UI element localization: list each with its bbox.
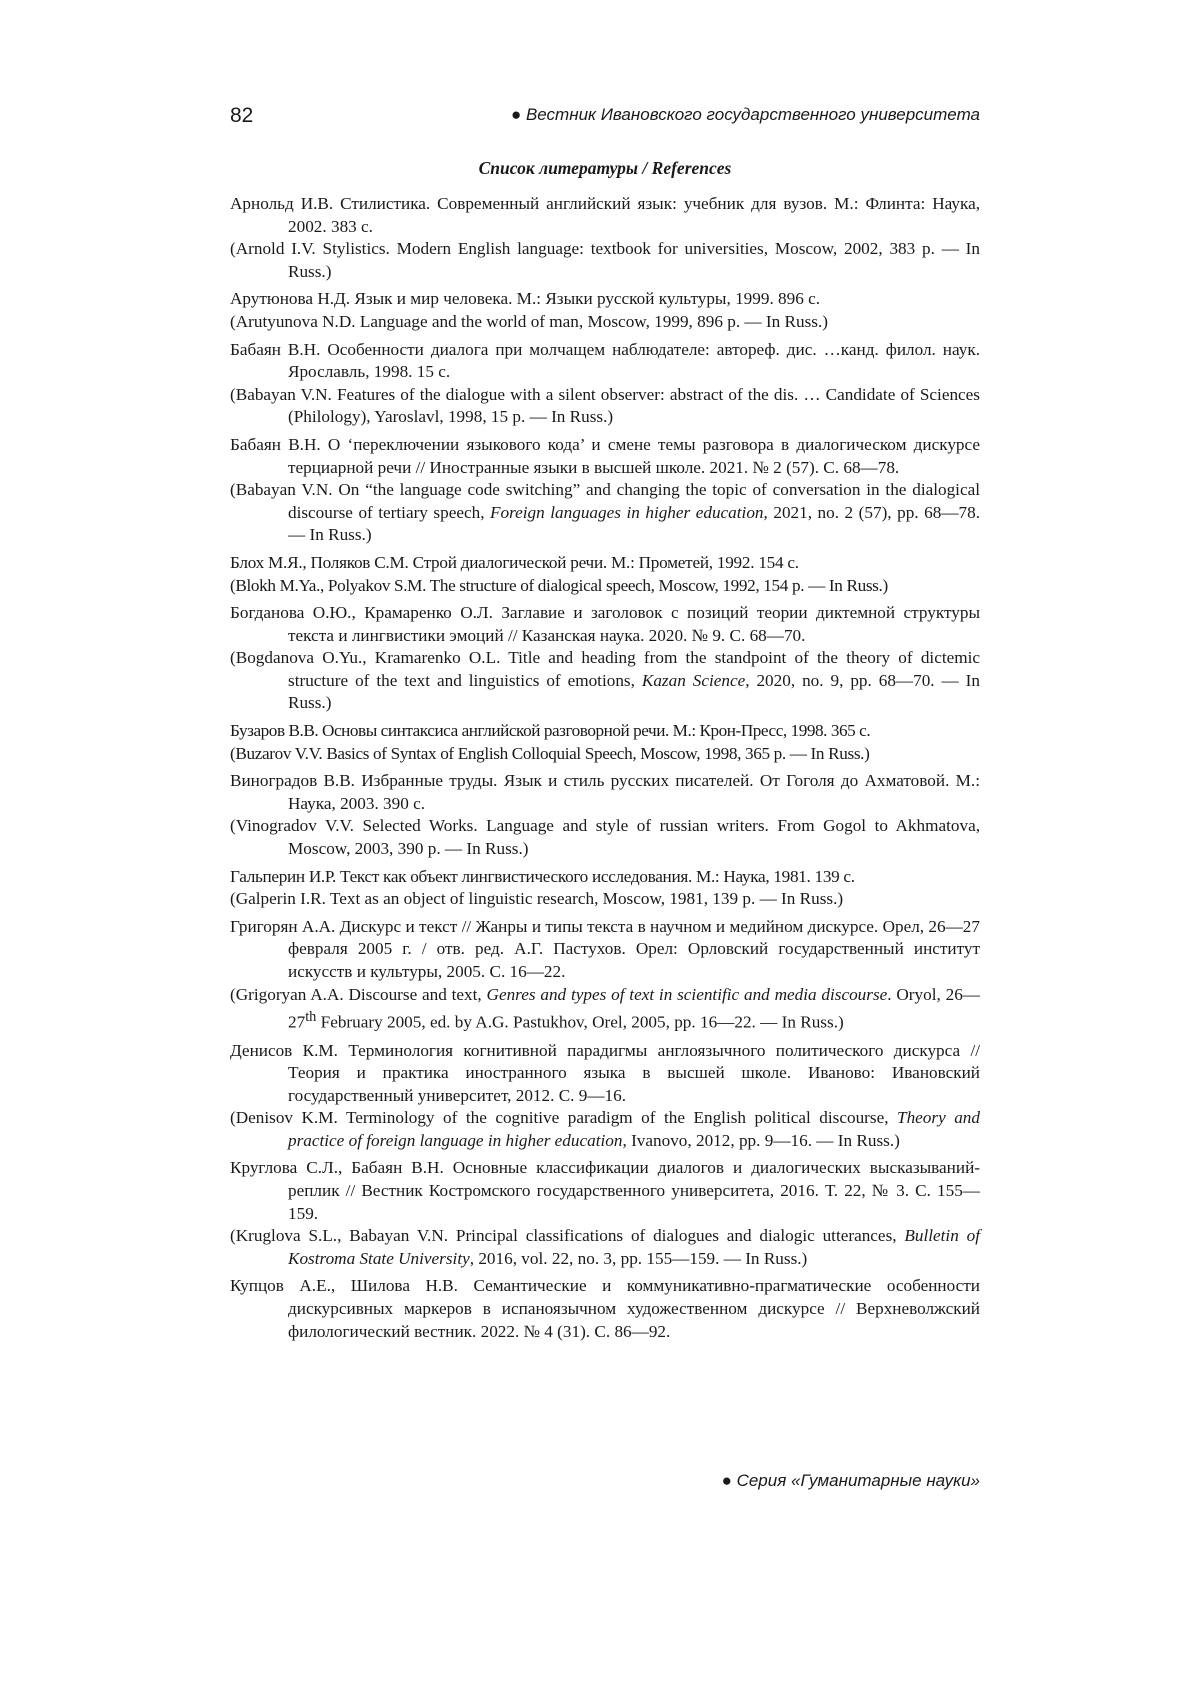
bullet-icon: ●	[511, 105, 521, 124]
reference-ru: Денисов К.М. Терминология когнитивной парадигмы англоязычного политического дискурса // Теория и практика иностранного языка в высшей школе. Иваново: Ивановский государственный университет, 2012. С. 9—16.	[230, 1040, 980, 1108]
reference-en: (Vinogradov V.V. Selected Works. Language and style of russian writers. From Gogol to Akhmatova, Moscow, 2003, 390 p. — In Russ.)	[230, 815, 980, 860]
reference-ru: Бузаров В.В. Основы синтаксиса английской разговорной речи. М.: Крон-Пресс, 1998. 365 с.	[230, 720, 980, 743]
reference-entry	[230, 1157, 980, 1270]
journal-name: Вестник Ивановского государственного университета	[526, 105, 980, 124]
reference-entry	[230, 602, 980, 715]
reference-ru: Круглова С.Л., Бабаян В.Н. Основные классификации диалогов и диалогических высказываний-реплик // Вестник Костромского государственного университета, 2016. Т. 22, № 3. С. 155—159.	[230, 1157, 980, 1225]
reference-entry	[230, 434, 980, 547]
journal-page	[0, 0, 1200, 1697]
reference-en: (Galperin I.R. Text as an object of linguistic research, Moscow, 1981, 139 p. — In Russ.)	[230, 888, 980, 911]
reference-en	[230, 1107, 980, 1152]
reference-entry	[230, 866, 980, 911]
reference-en	[230, 1225, 980, 1270]
ordinal-superscript: th	[305, 1009, 316, 1025]
series-title: Серия «Гуманитарные науки»	[737, 1471, 980, 1490]
reference-en: (Arutyunova N.D. Language and the world of man, Moscow, 1999, 896 p. — In Russ.)	[230, 311, 980, 334]
reference-en	[230, 647, 980, 715]
reference-en-text: . Oryol, 26—27	[288, 985, 980, 1032]
reference-en-text: , 2016, vol. 22, no. 3, pp. 155—159. — In Russ.)	[470, 1249, 808, 1268]
reference-en-text: (Bogdanova O.Yu., Kramarenko O.L. Title and heading from the standpoint of the theory of dictemic structure of the text and linguistics of emotions,	[230, 648, 980, 690]
reference-source-title: Genres and types of text in scientific and media discourse	[487, 985, 888, 1004]
reference-ru: Арутюнова Н.Д. Язык и мир человека. М.: Языки русской культуры, 1999. 896 с.	[230, 288, 980, 311]
reference-source-title: Theory and practice of foreign language in higher education	[288, 1108, 980, 1150]
reference-source-title: Foreign languages in higher education	[490, 503, 764, 522]
reference-en-text: (Grigoryan A.A. Discourse and text,	[230, 985, 487, 1004]
reference-source-title: Kazan Science	[642, 671, 745, 690]
reference-entry	[230, 339, 980, 429]
reference-en	[230, 479, 980, 547]
reference-en-text: , 2021, no. 2 (57), pp. 68—78. — In Russ.)	[288, 503, 980, 545]
reference-entry	[230, 1040, 980, 1153]
running-header	[230, 102, 980, 132]
reference-en: (Babayan V.N. Features of the dialogue with a silent observer: abstract of the dis. … Candidate of Sciences (Philology), Yaroslavl, 1998, 15 p. — In Russ.)	[230, 384, 980, 429]
references-heading: Список литературы / References	[230, 158, 980, 179]
reference-en-text: (Babayan V.N. On “the language code switching” and changing the topic of conversation in the dialogical discourse of tertiary speech,	[230, 480, 980, 522]
reference-en	[230, 984, 980, 1035]
reference-ru: Купцов А.Е., Шилова Н.В. Семантические и коммуникативно-прагматические особенности дискурсивных маркеров в испаноязычном художественном дискурсе // Верхневолжский филологический вестник. 2022. № 4 (31). С. 86—92.	[230, 1275, 980, 1343]
references-list	[230, 193, 980, 1348]
reference-en: (Buzarov V.V. Basics of Syntax of English Colloquial Speech, Moscow, 1998, 365 p. — In Russ.)	[230, 743, 980, 766]
reference-ru: Бабаян В.Н. Особенности диалога при молчащем наблюдателе: автореф. дис. …канд. филол. наук. Ярославль, 1998. 15 с.	[230, 339, 980, 384]
reference-ru: Блох М.Я., Поляков С.М. Строй диалогической речи. М.: Прометей, 1992. 154 с.	[230, 552, 980, 575]
reference-entry	[230, 770, 980, 860]
reference-ru: Гальперин И.Р. Текст как объект лингвистического исследования. М.: Наука, 1981. 139 с.	[230, 866, 980, 889]
reference-source-title: Bulletin of Kostroma State University	[288, 1226, 980, 1268]
reference-entry	[230, 193, 980, 283]
reference-ru: Арнольд И.В. Стилистика. Современный английский язык: учебник для вузов. М.: Флинта: Наука, 2002. 383 с.	[230, 193, 980, 238]
bullet-icon: ●	[722, 1471, 732, 1490]
reference-en-text: , 2020, no. 9, pp. 68—70. — In Russ.)	[288, 671, 980, 713]
reference-entry	[230, 720, 980, 765]
reference-entry	[230, 916, 980, 1035]
reference-en: (Blokh M.Ya., Polyakov S.M. The structure of dialogical speech, Moscow, 1992, 154 p. — In Russ.)	[230, 575, 980, 598]
journal-title	[511, 105, 980, 125]
page-number: 82	[230, 104, 253, 128]
reference-en-text: (Denisov K.M. Terminology of the cognitive paradigm of the English political discourse,	[230, 1108, 897, 1127]
reference-en-text: , Ivanovo, 2012, pp. 9—16. — In Russ.)	[622, 1131, 899, 1150]
running-footer	[230, 1471, 980, 1491]
reference-entry	[230, 552, 980, 597]
reference-ru: Бабаян В.Н. О ‘переключении языкового кода’ и смене темы разговора в диалогическом дискурсе терциарной речи // Иностранные языки в высшей школе. 2021. № 2 (57). С. 68—78.	[230, 434, 980, 479]
reference-en-text: (Kruglova S.L., Babayan V.N. Principal classifications of dialogues and dialogic utterances,	[230, 1226, 904, 1245]
reference-ru: Богданова О.Ю., Крамаренко О.Л. Заглавие и заголовок с позиций теории диктемной структуры текста и лингвистики эмоций // Казанская наука. 2020. № 9. С. 68—70.	[230, 602, 980, 647]
reference-entry	[230, 288, 980, 333]
reference-ru: Виноградов В.В. Избранные труды. Язык и стиль русских писателей. От Гоголя до Ахматовой. М.: Наука, 2003. 390 с.	[230, 770, 980, 815]
reference-en: (Arnold I.V. Stylistics. Modern English language: textbook for universities, Moscow, 2002, 383 p. — In Russ.)	[230, 238, 980, 283]
reference-ru: Григорян А.А. Дискурс и текст // Жанры и типы текста в научном и медийном дискурсе. Орел, 26—27 февраля 2005 г. / отв. ред. А.Г. Пастухов. Орел: Орловский государственный институт искусств и культуры, 2005. С. 16—22.	[230, 916, 980, 984]
reference-en-text: February 2005, ed. by A.G. Pastukhov, Orel, 2005, pp. 16—22. — In Russ.)	[316, 1013, 843, 1032]
reference-entry	[230, 1275, 980, 1343]
